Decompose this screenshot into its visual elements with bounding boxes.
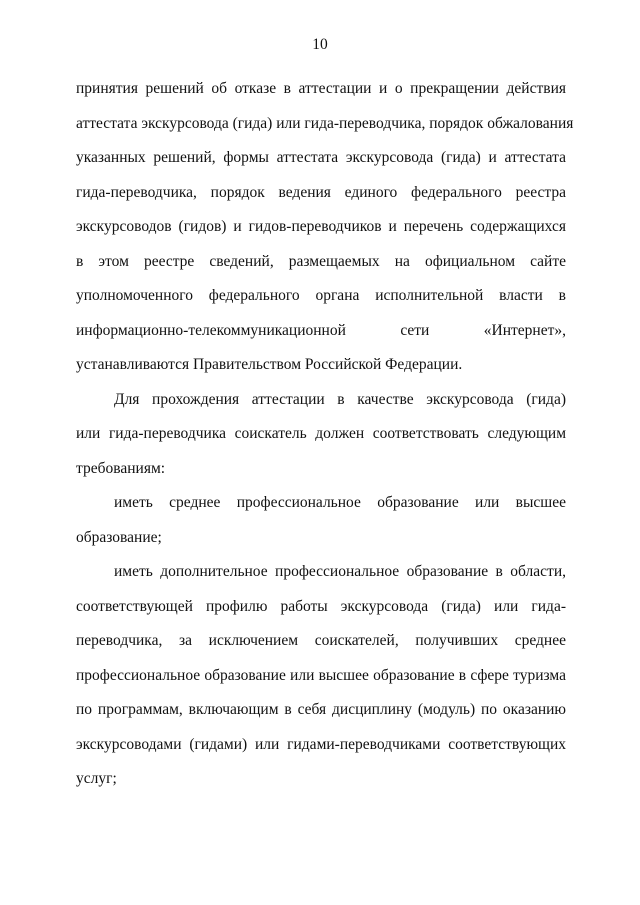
paragraph xyxy=(76,383,566,487)
text-line: или гида-переводчика соискатель должен соответствовать следующим xyxy=(76,425,566,442)
paragraph xyxy=(76,72,574,383)
paragraph xyxy=(76,486,566,555)
text-line: указанных решений, формы аттестата экскурсовода (гида) и аттестата xyxy=(76,149,566,166)
text-line: иметь дополнительное профессиональное образование в области, xyxy=(114,563,566,580)
text-line: в этом реестре сведений, размещаемых на официальном сайте xyxy=(76,252,566,270)
text-line: услуг; xyxy=(76,770,117,787)
text-line: профессиональное образование или высшее образование в сфере туризма xyxy=(76,666,566,684)
text-line: принятия решений об отказе в аттестации и о прекращении действия xyxy=(76,80,566,97)
text-line: иметь среднее профессиональное образование или высшее xyxy=(114,494,566,511)
text-line: требованиям: xyxy=(76,459,166,477)
text-line: переводчика, за исключением соискателей, получивших среднее xyxy=(76,632,566,649)
text-line: аттестата экскурсовода (гида) или гида-переводчика, порядок обжалования xyxy=(76,114,574,132)
text-line: гида-переводчика, порядок ведения единого федерального реестра xyxy=(76,183,566,201)
text-line: экскурсоводов (гидов) и гидов-переводчиков и перечень содержащихся xyxy=(76,218,566,235)
text-line: Для прохождения аттестации в качестве экскурсовода (гида) xyxy=(114,390,566,408)
page-number: 10 xyxy=(312,36,328,53)
text-line: по программам, включающим в себя дисциплину (модуль) по оказанию xyxy=(76,701,566,718)
text-line: образование; xyxy=(76,528,162,546)
text-line: информационно-телекоммуникационной сети «Интернет», xyxy=(76,321,566,339)
document-body xyxy=(76,72,574,797)
paragraph xyxy=(76,555,566,797)
text-line: уполномоченного федерального органа исполнительной власти в xyxy=(76,287,566,304)
text-line: экскурсоводами (гидами) или гидами-переводчиками соответствующих xyxy=(76,735,566,753)
text-line: соответствующей профилю работы экскурсовода (гида) или гида- xyxy=(76,597,566,615)
text-line: устанавливаются Правительством Российской Федерации. xyxy=(76,356,463,373)
